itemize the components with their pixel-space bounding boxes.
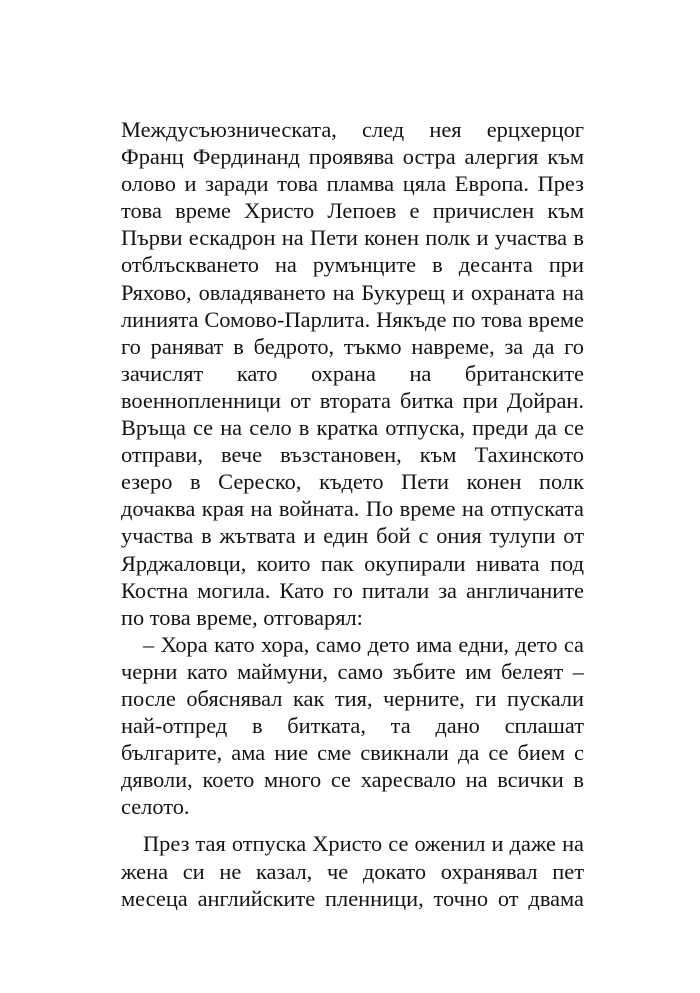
text-line: българите, ама ние сме свикнали да се бием с xyxy=(121,740,584,766)
text-line: дяволи, което много се харесвало на всички в xyxy=(121,767,584,793)
text-line: олово и заради това пламва цяла Европа. През xyxy=(121,171,584,197)
text-line: зачислят като охрана на британските xyxy=(121,360,584,386)
text-line: това време Христо Лепоев е причислен към xyxy=(121,198,584,224)
text-line: Първи ескадрон на Пети конен полк и участва в xyxy=(121,225,584,251)
text-line: линията Сомово-Парлита. Някъде по това време xyxy=(121,306,584,332)
text-line: жена си не казал, че докато охранявал пет xyxy=(121,858,584,884)
text-line: после обяснявал как тия, черните, ги пускали xyxy=(121,685,584,711)
text-line: отправи, вече възстановен, към Тахинското xyxy=(121,442,584,468)
text-line: месеца английските пленници, точно от двама xyxy=(121,885,584,911)
text-line: черни като маймуни, само зъбите им белеят – xyxy=(121,658,584,684)
text-line: военнопленници от втората битка при Дойран. xyxy=(121,387,584,413)
text-line: Ярджаловци, които пак окупирали нивата под xyxy=(121,550,584,576)
text-line: най-отпред в битката, та дано сплашат xyxy=(121,713,584,739)
text-line: дочаква края на войната. По време на отпуската xyxy=(121,496,584,522)
paragraph-gap xyxy=(121,820,584,830)
text-line: – Хора като хора, само дето има едни, дето са xyxy=(143,631,584,657)
text-line: През тая отпуска Христо се оженил и даже на xyxy=(143,831,584,857)
text-line: отблъскването на румънците в десанта при xyxy=(121,252,584,278)
text-line: Междусъюзническата, след нея ерцхерцог xyxy=(121,117,584,142)
text-line: по това време, отговарял: xyxy=(121,604,363,630)
text-line: селото. xyxy=(121,794,190,820)
body-text xyxy=(121,116,584,912)
text-line: езеро в Сереско, където Пети конен полк xyxy=(121,469,584,495)
text-line: Костна могила. Като го питали за англичаните xyxy=(121,577,584,603)
text-line: Ряхово, овладяването на Букурещ и охраната на xyxy=(121,279,584,305)
text-line: го раняват в бедрото, тъкмо навреме, за да го xyxy=(121,333,584,359)
text-line: Франц Фердинанд проявява остра алергия към xyxy=(121,144,584,170)
text-line: участва в жътвата и един бой с ония тулупи от xyxy=(121,523,584,549)
text-line: Връща се на село в кратка отпуска, преди да се xyxy=(121,415,584,441)
